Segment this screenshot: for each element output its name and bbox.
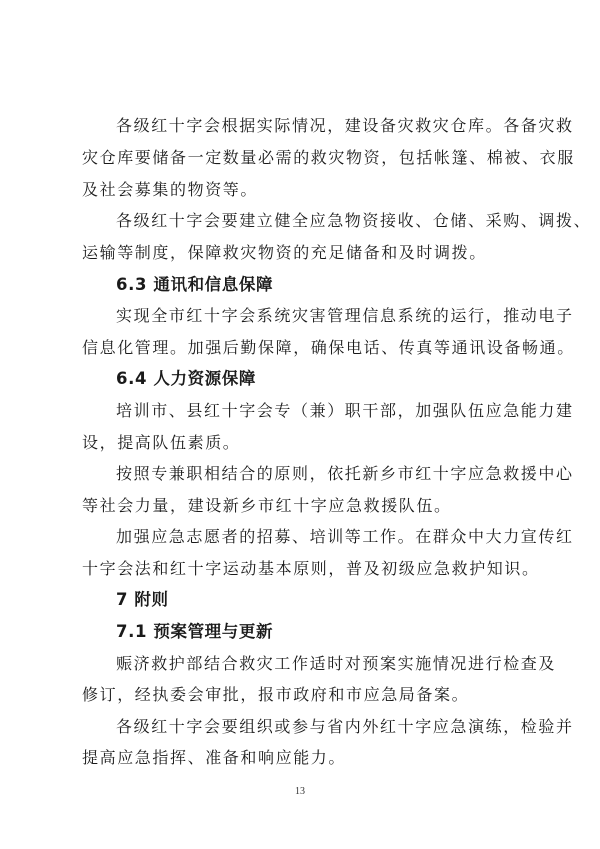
section-heading-7: 7 附则 xyxy=(116,590,169,609)
section-heading-7-1: 7.1 预案管理与更新 xyxy=(116,622,274,641)
paragraph-line: 按照专兼职相结合的原则，依托新乡市红十字应急救援中心 xyxy=(116,464,574,483)
paragraph-line: 实现全市红十字会系统灾害管理信息系统的运行，推动电子 xyxy=(116,306,574,325)
paragraph-line: 各级红十字会要建立健全应急物资接收、仓储、采购、调拨、 xyxy=(116,211,592,230)
paragraph-line: 设，提高队伍素质。 xyxy=(82,433,241,452)
paragraph-line: 信息化管理。加强后勤保障，确保电话、传真等通讯设备畅通。 xyxy=(82,338,575,357)
paragraph-line: 赈济救护部结合救灾工作适时对预案实施情况进行检查及 xyxy=(116,654,557,673)
paragraph-line: 加强应急志愿者的招募、培训等工作。在群众中大力宣传红 xyxy=(116,527,574,546)
page-number: 13 xyxy=(295,786,305,797)
section-heading-6-3: 6.3 通讯和信息保障 xyxy=(116,275,274,294)
paragraph-line: 十字会法和红十字运动基本原则，普及初级应急救护知识。 xyxy=(82,559,540,578)
paragraph-line: 各级红十字会根据实际情况，建设备灾救灾仓库。各备灾救 xyxy=(116,116,574,135)
paragraph-line: 提高应急指挥、准备和响应能力。 xyxy=(82,748,347,767)
paragraph-line: 灾仓库要储备一定数量必需的救灾物资，包括帐篷、棉被、衣服 xyxy=(82,148,575,167)
section-heading-6-4: 6.4 人力资源保障 xyxy=(116,369,256,388)
paragraph-line: 培训市、县红十字会专（兼）职干部，加强队伍应急能力建 xyxy=(116,401,574,420)
paragraph-line: 运输等制度，保障救灾物资的充足储备和及时调拨。 xyxy=(82,243,487,262)
paragraph-line: 各级红十字会要组织或参与省内外红十字应急演练，检验并 xyxy=(116,717,574,736)
paragraph-line: 及社会募集的物资等。 xyxy=(82,180,259,199)
paragraph-line: 修订，经执委会审批，报市政府和市应急局备案。 xyxy=(82,685,470,704)
paragraph-line: 等社会力量，建设新乡市红十字应急救援队伍。 xyxy=(82,496,452,515)
